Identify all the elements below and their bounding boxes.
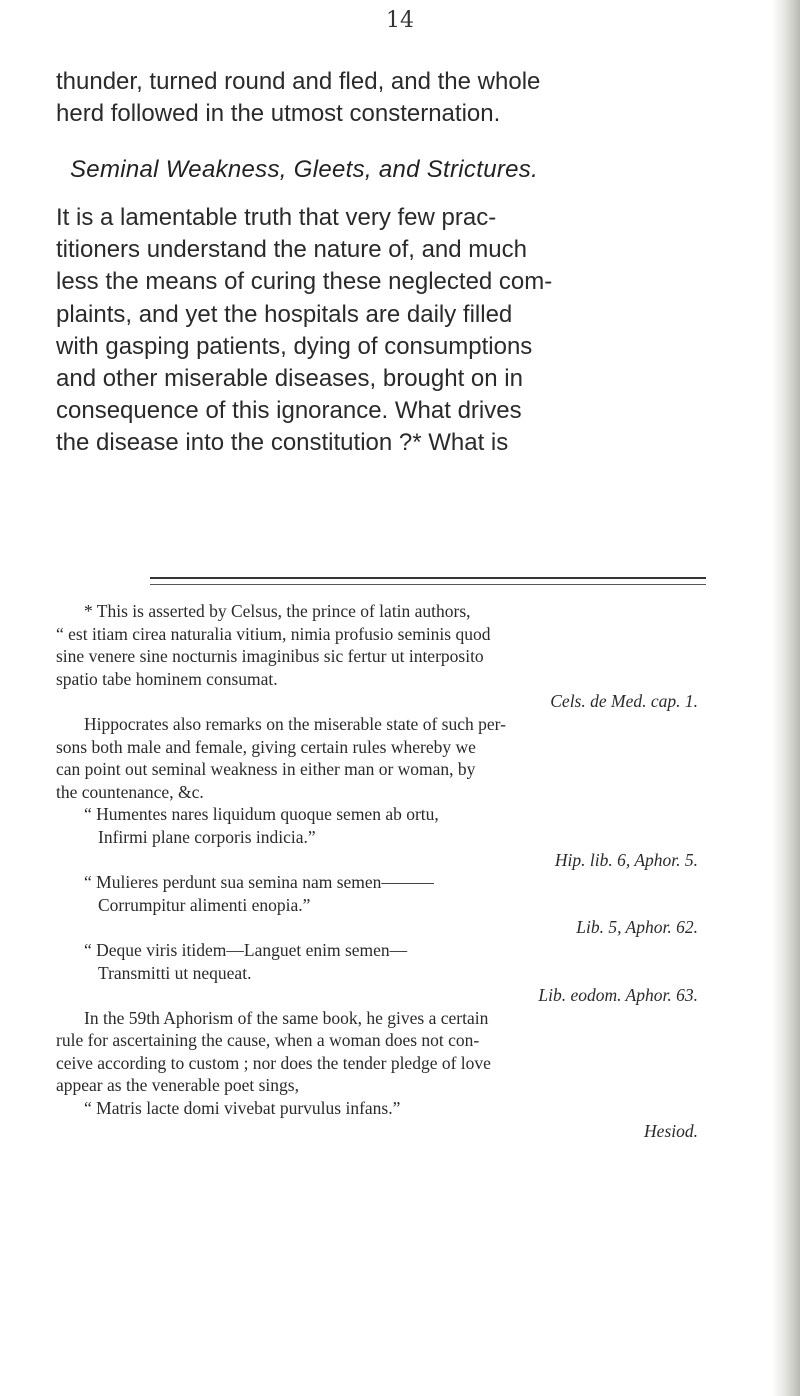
text-line: plaints, and yet the hospitals are daily filled [56, 300, 513, 328]
footnote-line: * This is asserted by Celsus, the prince of latin authors, [84, 601, 471, 621]
text-line: It is a lamentable truth that very few prac- [56, 204, 497, 231]
footnote-line: “ est itiam cirea naturalia vitium, nimia profusio seminis quod [56, 623, 491, 644]
footnote-line: the countenance, &c. [56, 781, 204, 802]
footnote-rule-thin [150, 584, 706, 585]
text-line: consequence of this ignorance. What drives [56, 397, 522, 425]
quote-line: Transmitti ut nequeat. [98, 962, 252, 983]
main-paragraph [56, 202, 708, 460]
text-line: the disease into the constitution ?* What is [56, 429, 509, 457]
quote-line: “ Mulieres perdunt sua semina nam semen——— [84, 872, 434, 893]
citation: Hip. lib. 6, Aphor. 5. [554, 849, 698, 870]
footnote-line: In the 59th Aphorism of the same book, he gives a certain [84, 1007, 489, 1028]
quote-line: Infirmi plane corporis indicia.” [98, 826, 316, 847]
quote-line: Corrumpitur alimenti enopia.” [98, 894, 311, 915]
text-line: thunder, turned round and fled, and the whole [56, 68, 541, 95]
citation: Hesiod. [644, 1120, 698, 1141]
text-line: less the means of curing these neglected com- [56, 268, 553, 296]
footnote-line: ceive according to custom ; nor does the tender pledge of love [56, 1052, 491, 1073]
page-edge-shadow [772, 0, 800, 1396]
footnote-line: appear as the venerable poet sings, [56, 1075, 299, 1096]
footnote-line: Hippocrates also remarks on the miserable state of such per- [84, 713, 506, 734]
quote-line: “ Humentes nares liquidum quoque semen ab ortu, [84, 804, 439, 825]
footnote-line: sine venere sine nocturnis imaginibus sic fertur ut interposito [56, 646, 484, 667]
quote-line: “ Deque viris itidem—Languet enim semen— [84, 939, 408, 960]
citation: Cels. de Med. cap. 1. [550, 691, 698, 712]
footnote-rule [150, 577, 706, 579]
text-line: titioners understand the nature of, and much [56, 236, 527, 264]
page-number: 14 [386, 8, 414, 33]
footnote-line: sons both male and female, giving certain rules whereby we [56, 736, 476, 757]
opening-paragraph [56, 66, 708, 130]
text-line: with gasping patients, dying of consumptions [56, 332, 533, 360]
footnote-line: rule for ascertaining the cause, when a woman does not con- [56, 1030, 480, 1051]
footnote-line: spatio tabe hominem consumat. [56, 668, 278, 689]
footnote-line: can point out seminal weakness in either man or woman, by [56, 759, 476, 780]
section-heading: Seminal Weakness, Gleets, and Strictures. [70, 156, 539, 183]
footnote [56, 600, 706, 1142]
text-line: herd followed in the utmost consternation. [56, 100, 501, 127]
text-line: and other miserable diseases, brought on in [56, 365, 523, 393]
quote-line: “ Matris lacte domi vivebat purvulus infans.” [84, 1098, 401, 1119]
citation: Lib. 5, Aphor. 62. [576, 917, 698, 938]
citation: Lib. eodom. Aphor. 63. [538, 985, 698, 1006]
